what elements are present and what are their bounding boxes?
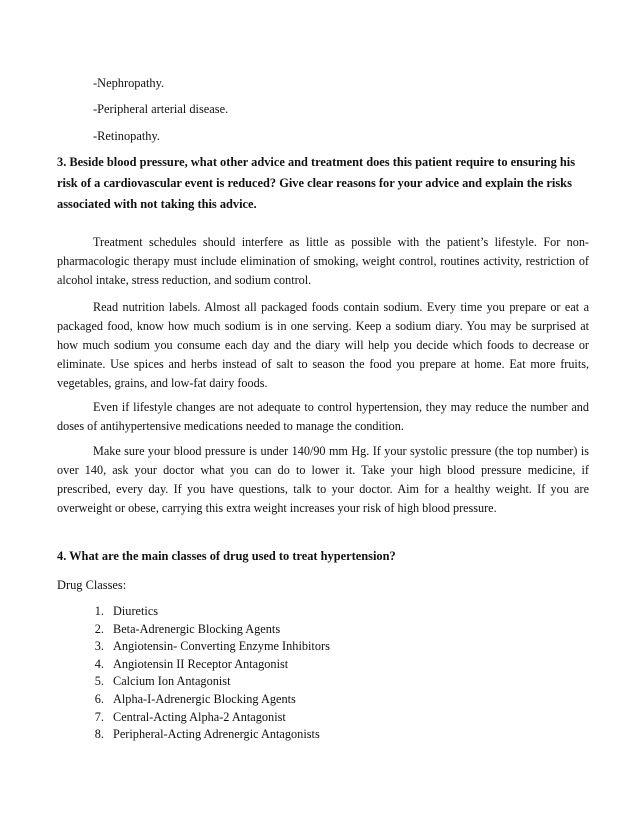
list-item-number: 4. [94,656,104,671]
list-item-label: Central-Acting Alpha-2 Antagonist [113,709,286,724]
list-item-label: Peripheral-Acting Adrenergic Antagonists [113,727,320,742]
list-item-label: Angiotensin II Receptor Antagonist [113,656,289,671]
list-item-label: Alpha-I-Adrenergic Blocking Agents [113,691,296,706]
answer-3-paragraph-2: Read nutrition labels. Almost all packaged foods contain sodium. Every time you prepare or eat a packaged food, know how much sodium is in one serving. Keep a sodium diary. You may be surprised at how much sodium you consume each day and the diary will help you decide which foods to decrease or eliminate. Use spices and herbs instead of salt to season the food you prepare at home. Eat more fruits, vegetables, grains, and low-fat dairy foods. [57,300,589,390]
answer-3-paragraph-3: Even if lifestyle changes are not adequate to control hypertension, they may reduce the number and doses of antihypertensive medications needed to manage the condition. [57,400,589,433]
list-item-number: 1. [94,604,104,618]
drug-classes-list [57,603,330,744]
list-item-number: 5. [94,674,104,689]
question-3-heading: 3. Beside blood pressure, what other advice and treatment does this patient require to ensuring his risk of a cardiovascular event is reduced? Give clear reasons for your advice and explain the risks associated with not taking this advice. [57,155,576,211]
list-item-number: 3. [94,639,104,654]
list-item [57,603,330,621]
list-item-number: 6. [94,691,104,706]
list-item [57,691,330,709]
list-item-label: Diuretics [113,604,159,618]
list-item [57,673,330,691]
list-item [57,709,330,727]
answer-3-paragraph-4: Make sure your blood pressure is under 140/90 mm Hg. If your systolic pressure (the top number) is over 140, ask your doctor what you can do to lower it. Take your high blood pressure medicine, if prescribed, every day. If you have questions, talk to your doctor. Aim for a healthy weight. If you are overweight or obese, carrying this extra weight increases your risk of high blood pressure. [57,444,589,515]
list-item [57,621,330,639]
list-item-label: Calcium Ion Antagonist [113,674,231,689]
list-item [57,656,330,674]
list-item-peripheral-arterial-disease: -Peripheral arterial disease. [93,102,229,116]
list-item-label: Beta-Adrenergic Blocking Agents [113,621,281,636]
list-item-number: 8. [94,727,104,742]
list-item [57,726,330,744]
question-4-heading: 4. What are the main classes of drug used to treat hypertension? [57,549,396,563]
answer-3-paragraph-1: Treatment schedules should interfere as little as possible with the patient’s lifestyle. For non-pharmacologic therapy must include elimination of smoking, weight control, routines activity, restriction of alcohol intake, stress reduction, and sodium control. [57,235,589,287]
drug-classes-heading: Drug Classes: [57,578,127,592]
list-item-label: Angiotensin- Converting Enzyme Inhibitors [113,639,330,654]
list-item-number: 7. [94,709,104,724]
list-item-number: 2. [94,621,104,636]
list-item [57,638,330,656]
list-item-retinopathy: -Retinopathy. [93,129,160,143]
list-item-nephropathy: -Nephropathy. [93,76,165,90]
